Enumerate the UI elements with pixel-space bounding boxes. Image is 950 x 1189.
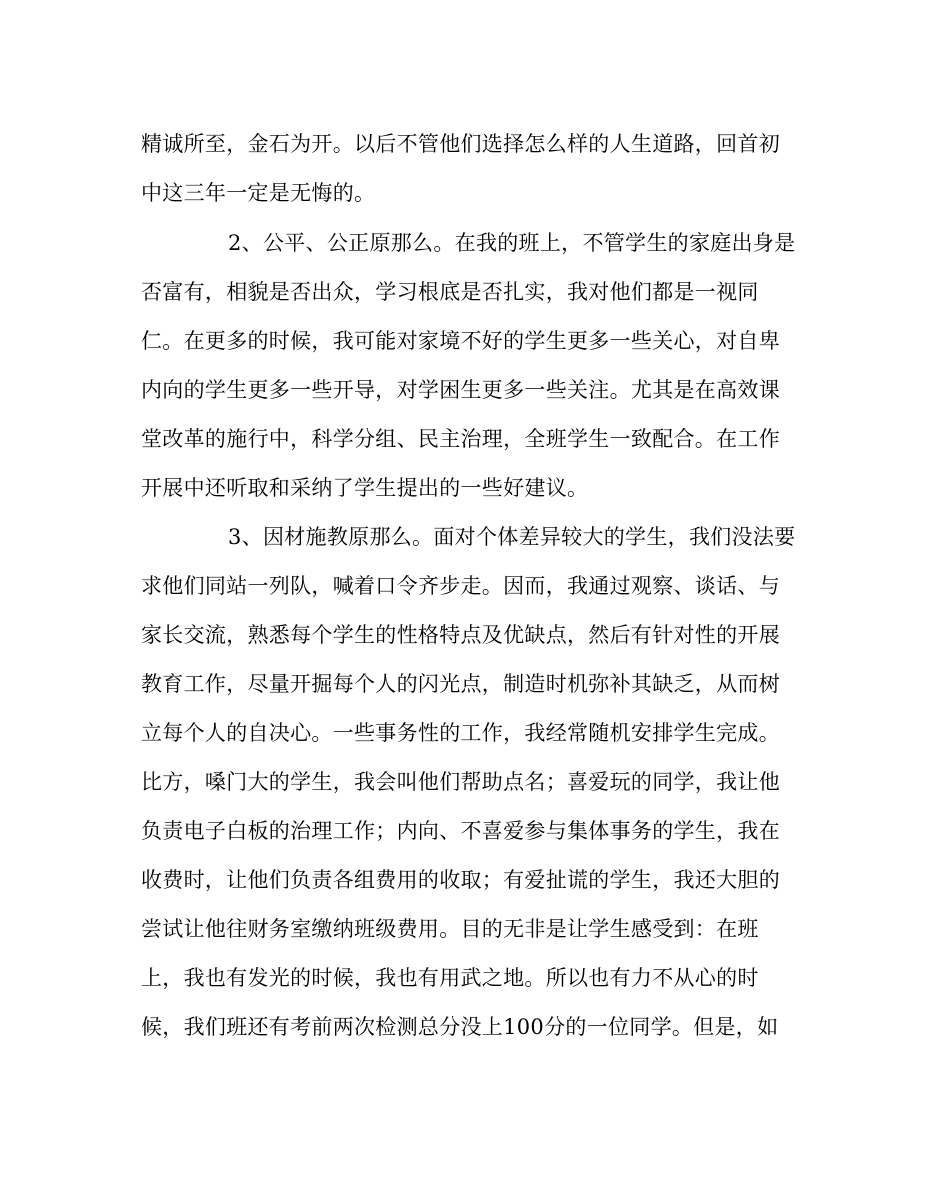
paragraph-line: 尝试让他往财务室缴纳班级费用。目的无非是让学生感受到：在班	[141, 917, 759, 941]
paragraph-line: 教育工作，尽量开掘每个人的闪光点，制造时机弥补其缺乏，从而树	[141, 672, 780, 696]
paragraph-line: 内向的学生更多一些开导，对学困生更多一些关注。尤其是在高效课	[141, 378, 780, 402]
paragraph-line: 3、因材施教原那么。面对个体差异较大的学生，我们没法要	[228, 525, 796, 549]
paragraph-line: 收费时，让他们负责各组费用的收取；有爱扯谎的学生，我还大胆的	[141, 868, 780, 892]
paragraph-line: 家长交流，熟悉每个学生的性格特点及优缺点，然后有针对性的开展	[141, 623, 780, 647]
paragraph-line: 上，我也有发光的时候，我也有用武之地。所以也有力不从心的时	[141, 966, 759, 990]
paragraph-line: 仁。在更多的时候，我可能对家境不好的学生更多一些关心，对自卑	[141, 329, 780, 353]
paragraph-line: 2、公平、公正原那么。在我的班上，不管学生的家庭出身是	[228, 231, 796, 255]
paragraph-line: 立每个人的自决心。一些事务性的工作，我经常随机安排学生完成。	[141, 721, 780, 745]
paragraph-line: 比方，嗓门大的学生，我会叫他们帮助点名；喜爱玩的同学，我让他	[141, 770, 780, 794]
paragraph-line: 精诚所至，金石为开。以后不管他们选择怎么样的人生道路，回首初	[141, 132, 780, 156]
paragraph-line: 负责电子白板的治理工作；内向、不喜爱参与集体事务的学生，我在	[141, 819, 780, 843]
paragraph-line: 堂改革的施行中，科学分组、民主治理，全班学生一致配合。在工作	[141, 427, 780, 451]
paragraph-line: 开展中还听取和采纳了学生提出的一些好建议。	[141, 476, 589, 500]
paragraph-line: 否富有，相貌是否出众，学习根底是否扎实，我对他们都是一视同	[141, 280, 759, 304]
paragraph-line: 求他们同站一列队，喊着口令齐步走。因而，我通过观察、谈话、与	[141, 574, 780, 598]
paragraph-line: 中这三年一定是无悔的。	[141, 181, 376, 205]
paragraph-line: 候，我们班还有考前两次检测总分没上100分的一位同学。但是，如	[141, 1015, 779, 1039]
